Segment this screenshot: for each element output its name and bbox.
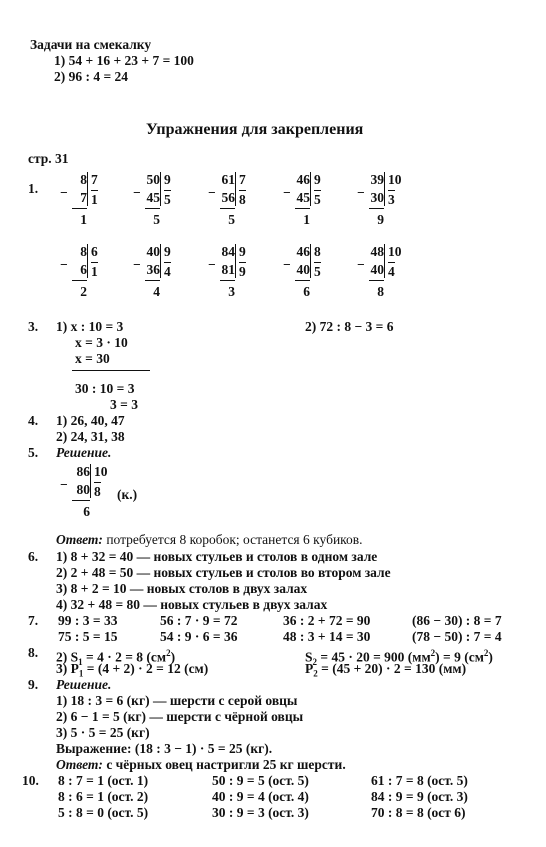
ex1-r2-div-3-divisor: 9 [239,244,246,259]
ex1-r1-div-3-quotient: 8 [239,192,246,207]
ex1-r1-div-2-dividend: 50 [146,172,160,187]
ex1-r2-div-2-quotient: 4 [164,264,171,279]
ex10-r1c3: 61 : 7 = 8 (ост. 5) [371,773,468,788]
ex1-r2-div-2-dividend: 40 [146,244,160,259]
ex1-r1-div-2-remainder: 5 [153,212,160,227]
ex3-line-5: 3 = 3 [110,397,138,412]
ex1-r1-div-4-minus: − [283,185,291,200]
ex1-r1-div-1 [60,172,98,228]
ex1-r2-div-4-dividend: 46 [296,244,310,259]
ex5-div-remainder: 6 [83,504,90,519]
ex6-line-4: 4) 32 + 48 = 80 — новых стульев в двух залах [56,597,328,612]
ex1-r2-div-1-bar [87,244,88,278]
ex10-r3c2: 30 : 9 = 3 (ост. 3) [212,805,309,820]
ex9-answer-label: Ответ: [56,757,103,772]
ex4-line-1: 1) 26, 40, 47 [56,413,125,428]
ex4-line-2: 2) 24, 31, 38 [56,429,125,444]
ex7-r1c1: 99 : 3 = 33 [58,613,118,628]
ex9-line-3: 3) 5 · 5 = 25 (кг) [56,725,150,740]
ex6-line-2: 2) 2 + 48 = 50 — новых стульев и столов во втором зале [56,565,391,580]
ex1-r1-div-2-divisor: 9 [164,172,171,187]
section-title: Упражнения для закрепления [146,121,364,138]
ex1-r1-div-2-quotient: 5 [164,192,171,207]
ex1-r1-div-3-subtrahend: 56 [220,190,235,209]
ex6-number: 6. [28,549,39,564]
ex5-div-subtrahend: 80 [72,482,90,501]
ex1-r2-div-2-minus: − [133,257,141,272]
ex1-r2-div-2-remainder: 4 [153,284,160,299]
ex10-r1c1: 8 : 7 = 1 (ост. 1) [58,773,149,788]
ex9-line-1: 1) 18 : 3 = 6 (кг) — шерсти с серой овцы [56,693,298,708]
ex9-label: Решение. [56,677,112,692]
ex1-r2-div-2-subtrahend: 36 [145,262,160,281]
ex9-answer [56,757,346,773]
ex1-r2-div-5-dividend: 48 [370,244,384,259]
ex5-answer-text: потребуется 8 коробок; останется 6 кубиков. [106,532,363,547]
ex1-r2-div-4-minus: − [283,257,291,272]
ex1-r2-div-1-remainder: 2 [80,284,87,299]
ex10-r2c1: 8 : 6 = 1 (ост. 2) [58,789,149,804]
ex1-r1-div-4-bar [310,172,311,206]
ex8-line-1: 2) $S_1 = 4 \cdot 2 = 8$ $(см^2)$ [56,648,176,668]
ex1-r2-div-4-remainder: 6 [303,284,310,299]
ex3-right: 2) 72 : 8 − 3 = 6 [305,319,394,334]
ex1-r1-div-1-remainder: 1 [80,212,87,227]
ex10-r3c3: 70 : 8 = 8 (ост 6) [371,805,466,820]
ex1-r1-div-5-bar [384,172,385,206]
ex1-r2-div-4-divisor: 8 [314,244,321,259]
ex10-r1c2: 50 : 9 = 5 (ост. 5) [212,773,309,788]
ex1-r2-div-3-subtrahend: 81 [220,262,235,281]
page-ref: стр. 31 [28,151,69,166]
ex1-r2-div-1-minus: − [60,257,68,272]
ex1-r1-div-3-minus: − [208,185,216,200]
ex1-r2-div-1 [60,244,98,300]
ex1-r1-div-4 [283,172,321,228]
ex7-r2c3: 48 : 3 + 14 = 30 [283,629,371,644]
ex1-r2-div-5-bar [384,244,385,278]
ex3-line-1: 1) x : 10 = 3 [56,319,124,334]
ex5-number: 5. [28,445,39,460]
header-title: Задачи на смекалку [30,37,152,52]
ex7-r1c2: 56 : 7 · 9 = 72 [160,613,238,628]
ex5-div-divisor: 10 [94,464,108,479]
ex1-r2-div-3-bar [235,244,236,278]
ex1-r2-div-5-divisor: 10 [388,244,402,259]
ex9-answer-text: с чёрных овец настригли 25 кг шерсти. [106,757,346,772]
ex9-number: 9. [28,677,39,692]
ex9-line-4: Выражение: (18 : 3 − 1) · 5 = 25 (кг). [56,741,273,756]
ex1-r1-div-5-dividend: 39 [370,172,384,187]
ex3-line-3: x = 30 [75,351,110,366]
ex1-r2-div-1-subtrahend: 6 [72,262,87,281]
ex1-r2-div-1-dividend: 8 [80,244,87,259]
ex1-r1-div-4-quotient: 5 [314,192,321,207]
ex1-r2-div-4 [283,244,321,300]
ex6-line-3: 3) 8 + 2 = 10 — новых столов в двух залах [56,581,308,596]
ex1-r1-div-4-remainder: 1 [303,212,310,227]
ex6-line-1: 1) 8 + 32 = 40 — новых стульев и столов в одном зале [56,549,378,564]
ex1-r1-div-1-minus: − [60,185,68,200]
ex3-line-2: x = 3 · 10 [75,335,128,350]
ex8-line-2: 3) $P_1 = (4 + 2) \cdot 2 = 12$ (см) [56,661,209,679]
ex10-r2c2: 40 : 9 = 4 (ост. 4) [212,789,309,804]
ex1-r2-div-5-minus: − [357,257,365,272]
ex1-r2-div-5-quotient: 4 [388,264,395,279]
ex1-r2-div-3-remainder: 3 [228,284,235,299]
ex1-r1-div-5-minus: − [357,185,365,200]
ex5-div-minus: − [60,477,68,492]
ex1-r2-div-4-quotient: 5 [314,264,321,279]
header-line-2: 2) 96 : 4 = 24 [54,69,129,84]
ex1-r2-div-3-minus: − [208,257,216,272]
ex10-r2c3: 84 : 9 = 9 (ост. 3) [371,789,468,804]
ex1-number: 1. [28,181,39,196]
ex8-right-1: $S_2 = 45 \cdot 20 = 900$ $(мм^2) = 9$ $(см^2)$ [305,648,493,668]
ex1-r1-div-1-subtrahend: 7 [72,190,87,209]
ex1-r1-div-2-subtrahend: 45 [145,190,160,209]
ex7-r2c4: (78 − 50) : 7 = 4 [412,629,502,644]
ex5-div-dividend: 86 [76,464,90,479]
ex3-divider [72,370,150,371]
ex1-r2-div-4-subtrahend: 40 [295,262,310,281]
ex8-number: 8. [28,645,39,660]
ex1-r2-div-5-subtrahend: 40 [369,262,384,281]
ex1-r2-div-2-divisor: 9 [164,244,171,259]
ex1-r2-div-1-quotient: 1 [91,264,98,279]
ex1-r1-div-2-minus: − [133,185,141,200]
ex3-number: 3. [28,319,39,334]
ex8-right-2: $P_2 = (45 + 20) \cdot 2 = 130$ (мм) [305,661,467,679]
ex5-label: Решение. [56,445,112,460]
ex1-r1-div-4-subtrahend: 45 [295,190,310,209]
header-line-1: 1) 54 + 16 + 23 + 7 = 100 [54,53,194,68]
ex1-r2-div-5-remainder: 8 [377,284,384,299]
ex7-r2c2: 54 : 9 · 6 = 36 [160,629,238,644]
ex1-r1-div-2 [133,172,171,228]
ex3-line-4: 30 : 10 = 3 [75,381,135,396]
ex1-r2-div-3-dividend: 84 [221,244,235,259]
ex1-r1-div-1-divisor: 7 [91,172,98,187]
ex5-div [60,464,108,520]
ex1-r1-div-5-subtrahend: 30 [369,190,384,209]
ex1-r1-div-3-remainder: 5 [228,212,235,227]
ex1-r1-div-4-dividend: 46 [296,172,310,187]
ex5-answer [56,532,363,548]
ex1-r1-div-3-dividend: 61 [221,172,235,187]
ex1-r1-div-5-divisor: 10 [388,172,402,187]
ex9-line-2: 2) 6 − 1 = 5 (кг) — шерсти с чёрной овцы [56,709,304,724]
ex5-unit: (к.) [117,487,138,502]
ex1-r2-div-2-bar [160,244,161,278]
ex1-r2-div-2 [133,244,171,300]
ex1-r1-div-3 [208,172,246,228]
ex5-div-bar [90,464,91,498]
ex1-r1-div-1-dividend: 8 [80,172,87,187]
ex1-r1-div-2-bar [160,172,161,206]
ex1-r1-div-5-remainder: 9 [377,212,384,227]
ex1-r1-div-1-bar [87,172,88,206]
ex7-number: 7. [28,613,39,628]
ex1-r2-div-4-bar [310,244,311,278]
ex5-answer-label: Ответ: [56,532,103,547]
ex1-r1-div-5-quotient: 3 [388,192,395,207]
ex1-r1-div-3-divisor: 7 [239,172,246,187]
ex10-number: 10. [22,773,39,788]
ex1-r1-div-5 [357,172,402,228]
ex4-number: 4. [28,413,39,428]
ex1-r2-div-5 [357,244,402,300]
ex1-r1-div-4-divisor: 9 [314,172,321,187]
ex5-div-quotient: 8 [94,484,101,499]
ex1-r1-div-3-bar [235,172,236,206]
ex1-r1-div-1-quotient: 1 [91,192,98,207]
ex7-r1c4: (86 − 30) : 8 = 7 [412,613,502,628]
ex10-r3c1: 5 : 8 = 0 (ост. 5) [58,805,149,820]
ex7-r1c3: 36 : 2 + 72 = 90 [283,613,371,628]
ex1-r2-div-3 [208,244,246,300]
ex7-r2c1: 75 : 5 = 15 [58,629,118,644]
ex1-r2-div-1-divisor: 6 [91,244,98,259]
ex1-r2-div-3-quotient: 9 [239,264,246,279]
